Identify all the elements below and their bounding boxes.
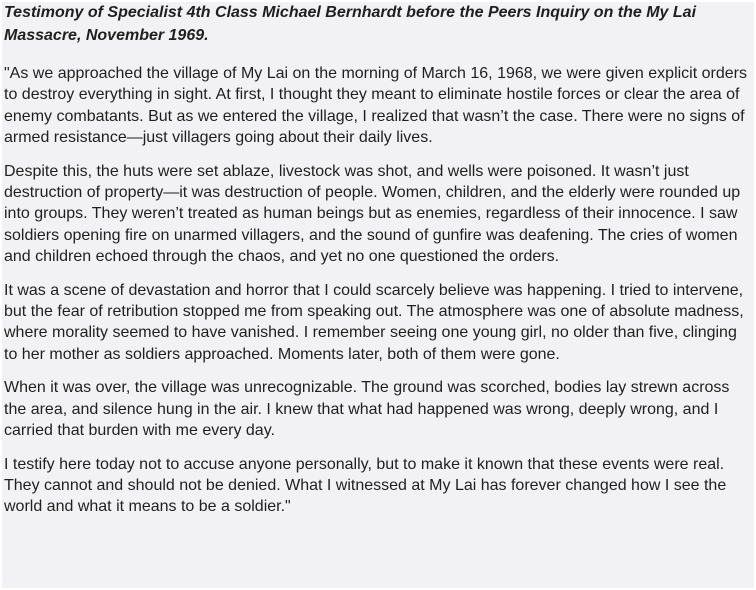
- document-title: Testimony of Specialist 4th Class Michael Bernhardt before the Peers Inquiry on the My Lai Massacre, November 1969.: [4, 4, 697, 44]
- paragraph-5: I testify here today not to accuse anyone personally, but to make it known that these events were real. They cannot and should not be denied. What I witnessed at My Lai has forever changed how I see the world and what it means to be a soldier.": [4, 455, 727, 516]
- paragraph-4: When it was over, the village was unrecognizable. The ground was scorched, bodies lay strewn across the area, and silence hung in the air. I knew that what had happened was wrong, deeply wrong, and I carried that burden with me every day.: [4, 379, 730, 439]
- paragraph-1: "As we approached the village of My Lai on the morning of March 16, 1968, we were given explicit orders to destroy everything in sight. At first, I thought they meant to eliminate hostile forces or clear the area of enemy combatants. But as we entered the village, I realized that wasn’t the case. There were no signs of armed resistance—just villagers going about their daily lives.: [4, 65, 747, 146]
- testimony-document: [2, 2, 754, 588]
- paragraph-3: It was a scene of devastation and horror that I could scarcely believe was happening. I tried to intervene, but the fear of retribution stopped me from speaking out. The atmosphere was one of absolute madness, where morality seemed to have vanished. I remember seeing one young girl, no older than five, clinging to her mother as soldiers approached. Moments later, both of them were gone.: [4, 281, 744, 363]
- paragraph-2: Despite this, the huts were set ablaze, livestock was shot, and wells were poisoned. It wasn’t just destruction of property—it was destruction of people. Women, children, and the elderly were rounded up into groups. They weren’t treated as human beings but as enemies, regardless of their innocence. I saw soldiers opening fire on unarmed villagers, and the sound of gunfire was deafening. The cries of women and children echoed through the chaos, and yet no one questioned the orders.: [4, 162, 741, 265]
